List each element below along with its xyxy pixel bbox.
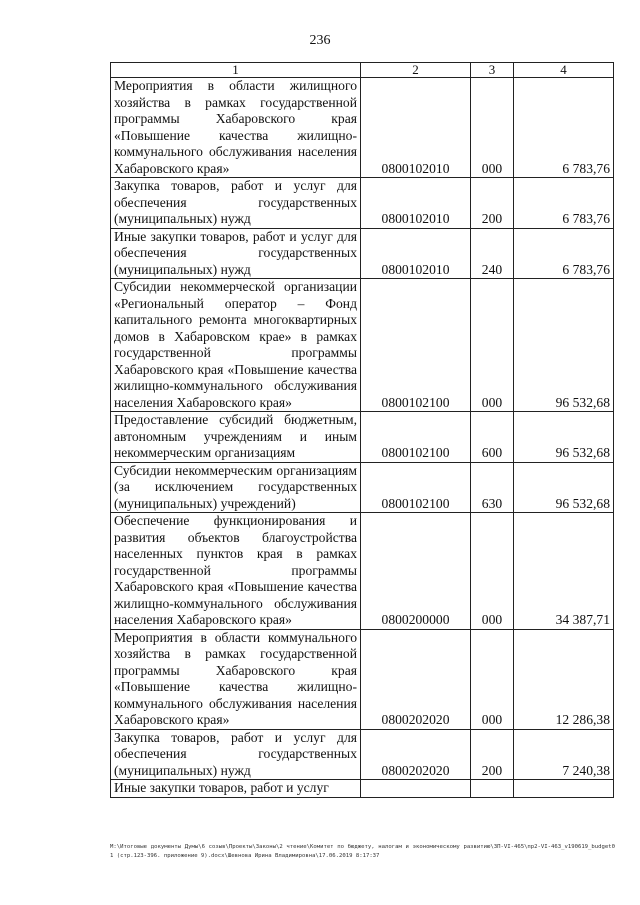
row-name: Мероприятия в области коммунального хозяйства в рамках государственной программы Хабаровского края «Повышение качества жилищно-коммунального обслуживания населения Хабаровского края» bbox=[111, 629, 361, 729]
table-row bbox=[111, 513, 614, 630]
row-code: 0800102010 bbox=[361, 228, 471, 279]
row-type: 240 bbox=[471, 228, 514, 279]
table-row bbox=[111, 228, 614, 279]
row-name: Закупка товаров, работ и услуг для обеспечения государственных (муниципальных) нужд bbox=[111, 178, 361, 229]
row-code: 0800102010 bbox=[361, 178, 471, 229]
row-name: Обеспечение функционирования и развития объектов благоустройства населенных пунктов края в рамках государственной программы Хабаровского края «Повышение качества жилищно-коммунального обслуживания населения Хабаровского края» bbox=[111, 513, 361, 630]
row-code: 0800102100 bbox=[361, 279, 471, 412]
table-row bbox=[111, 178, 614, 229]
document-path-footer: М:\Итоговые документы Думы\6 созыв\Проекты\Законы\2 чтение\Комитет по бюджету, налогам и экономическому развитию\ЗП-VI-465\пр2-VI-463_v190619_budget01 (стр.123-396. приложение 9).docx\Шевнова Ирина Владимировна\17.06.2019 8:17:37 bbox=[110, 844, 615, 859]
row-amount: 12 286,38 bbox=[514, 629, 614, 729]
table-row-continued bbox=[111, 780, 614, 798]
row-name: Иные закупки товаров, работ и услуг bbox=[111, 780, 361, 798]
row-amount: 6 783,76 bbox=[514, 228, 614, 279]
row-name: Предоставление субсидий бюджетным, автономным учреждениям и иным некоммерческим организациям bbox=[111, 412, 361, 463]
row-name: Иные закупки товаров, работ и услуг для обеспечения государственных (муниципальных) нужд bbox=[111, 228, 361, 279]
row-code: 0800202020 bbox=[361, 729, 471, 780]
col-header-type: 3 bbox=[471, 63, 514, 78]
row-amount: 96 532,68 bbox=[514, 462, 614, 513]
row-name: Субсидии некоммерческой организации «Региональный оператор – Фонд капитального ремонта многоквартирных домов в Хабаровском крае» в рамках государственной программы Хабаровского края «Повышение качества жилищно-коммунального обслуживания населения Хабаровского края» bbox=[111, 279, 361, 412]
table-row bbox=[111, 462, 614, 513]
row-type: 000 bbox=[471, 279, 514, 412]
row-amount bbox=[514, 780, 614, 798]
row-name: Субсидии некоммерческим организациям (за исключением государственных (муниципальных) учреждений) bbox=[111, 462, 361, 513]
row-type: 200 bbox=[471, 729, 514, 780]
row-amount: 7 240,38 bbox=[514, 729, 614, 780]
row-code: 0800102100 bbox=[361, 412, 471, 463]
row-type: 000 bbox=[471, 513, 514, 630]
page-number: 236 bbox=[309, 33, 331, 48]
table-row bbox=[111, 629, 614, 729]
row-amount: 96 532,68 bbox=[514, 279, 614, 412]
row-type: 630 bbox=[471, 462, 514, 513]
col-header-name: 1 bbox=[111, 63, 361, 78]
row-code: 0800102010 bbox=[361, 78, 471, 178]
row-code: 0800102100 bbox=[361, 462, 471, 513]
header-row bbox=[111, 63, 614, 78]
row-amount: 96 532,68 bbox=[514, 412, 614, 463]
row-type: 000 bbox=[471, 629, 514, 729]
row-name: Закупка товаров, работ и услуг для обеспечения государственных (муниципальных) нужд bbox=[111, 729, 361, 780]
row-amount: 6 783,76 bbox=[514, 178, 614, 229]
table-row bbox=[111, 279, 614, 412]
table-row bbox=[111, 729, 614, 780]
row-type: 200 bbox=[471, 178, 514, 229]
row-code: 0800200000 bbox=[361, 513, 471, 630]
row-code bbox=[361, 780, 471, 798]
row-type: 600 bbox=[471, 412, 514, 463]
row-name: Мероприятия в области жилищного хозяйства в рамках государственной программы Хабаровского края «Повышение качества жилищно-коммунального обслуживания населения Хабаровского края» bbox=[111, 78, 361, 178]
row-amount: 6 783,76 bbox=[514, 78, 614, 178]
table-row bbox=[111, 412, 614, 463]
row-type bbox=[471, 780, 514, 798]
col-header-code: 2 bbox=[361, 63, 471, 78]
budget-table bbox=[110, 62, 614, 798]
table-row bbox=[111, 78, 614, 178]
row-amount: 34 387,71 bbox=[514, 513, 614, 630]
row-type: 000 bbox=[471, 78, 514, 178]
col-header-amount: 4 bbox=[514, 63, 614, 78]
row-code: 0800202020 bbox=[361, 629, 471, 729]
